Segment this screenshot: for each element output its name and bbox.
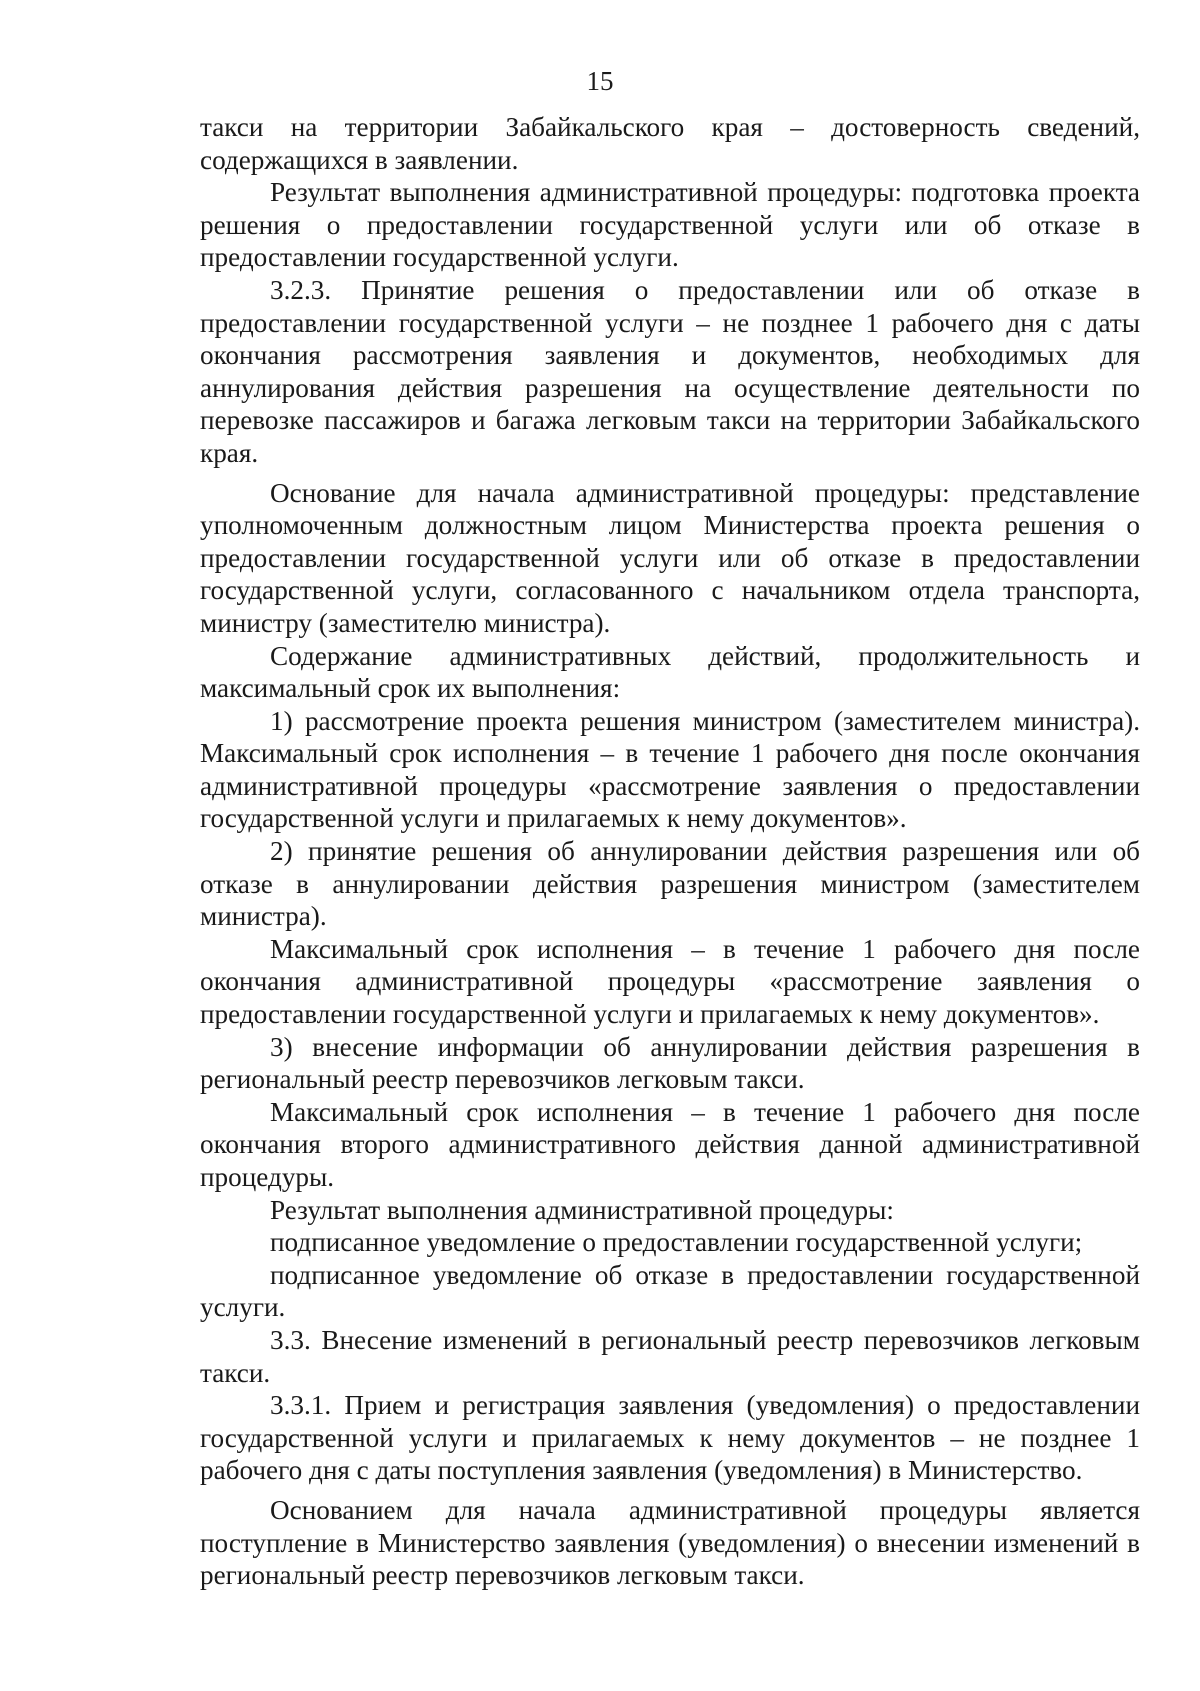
paragraph-basis-for-procedure: Основание для начала административной процедуры: представление уполномоченным должностным лицом Министерства проекта решения о предоставлении государственной услуги или об отказе в предоставлении государственной услуги, согласованного с начальником отдела транспорта, министру (заместителю министра). — [200, 477, 1140, 638]
paragraph-result-preparation: Результат выполнения административной процедуры: подготовка проекта решения о предоставлении государственной услуги или об отказе в предоставлении государственной услуги. — [200, 177, 1140, 273]
paragraph-result-heading: Результат выполнения административной процедуры: — [270, 1194, 894, 1225]
paragraph-result-notice-refused: подписанное уведомление об отказе в предоставлении государственной услуги. — [200, 1259, 1140, 1323]
paragraph-content-of-actions: Содержание административных действий, продолжительность и максимальный срок их выполнения: — [200, 640, 1140, 704]
paragraph-3-3-1-basis: Основанием для начала административной процедуры является поступление в Министерство заявления (уведомления) о внесении изменений в региональный реестр перевозчиков легковым такси. — [200, 1494, 1140, 1591]
paragraph-3-2-3-decision: 3.2.3. Принятие решения о предоставлении или об отказе в предоставлении государственной услуги – не позднее 1 рабочего дня с даты окончания рассмотрения заявления и документов, необходимых для аннулирования действия разрешения на осуществление деятельности по перевозке пассажиров и багажа легковым такси на территории Забайкальского края. — [200, 274, 1140, 468]
paragraph-result-notice-granted: подписанное уведомление о предоставлении государственной услуги; — [270, 1227, 1083, 1258]
paragraph-action-3-deadline: Максимальный срок исполнения – в течение 1 рабочего дня после окончания второго административного действия данной административной процедуры. — [200, 1096, 1140, 1192]
document-body — [200, 111, 1140, 1592]
page-number: 15 — [586, 66, 614, 96]
paragraph-3-3-1-reception: 3.3.1. Прием и регистрация заявления (уведомления) о предоставлении государственной услуги и прилагаемых к нему документов – не позднее 1 рабочего дня с даты поступления заявления (уведомления) в Министерство. — [200, 1390, 1140, 1486]
paragraph-continuation: такси на территории Забайкальского края – достоверность сведений, содержащихся в заявлении. — [200, 112, 1140, 175]
paragraph-action-1: 1) рассмотрение проекта решения министром (заместителем министра). Максимальный срок исполнения – в течение 1 рабочего дня после окончания административной процедуры «рассмотрение заявления о предоставлении государственной услуги и прилагаемых к нему документов». — [200, 705, 1140, 834]
paragraph-action-2: 2) принятие решения об аннулировании действия разрешения или об отказе в аннулировании действия разрешения министром (заместителем министра). — [200, 836, 1140, 932]
paragraph-action-2-deadline: Максимальный срок исполнения – в течение 1 рабочего дня после окончания административной процедуры «рассмотрение заявления о предоставлении государственной услуги и прилагаемых к нему документов». — [200, 933, 1140, 1030]
paragraph-3-3-heading: 3.3. Внесение изменений в региональный реестр перевозчиков легковым такси. — [200, 1324, 1140, 1388]
paragraph-action-3: 3) внесение информации об аннулировании действия разрешения в региональный реестр перевозчиков легковым такси. — [200, 1031, 1140, 1095]
